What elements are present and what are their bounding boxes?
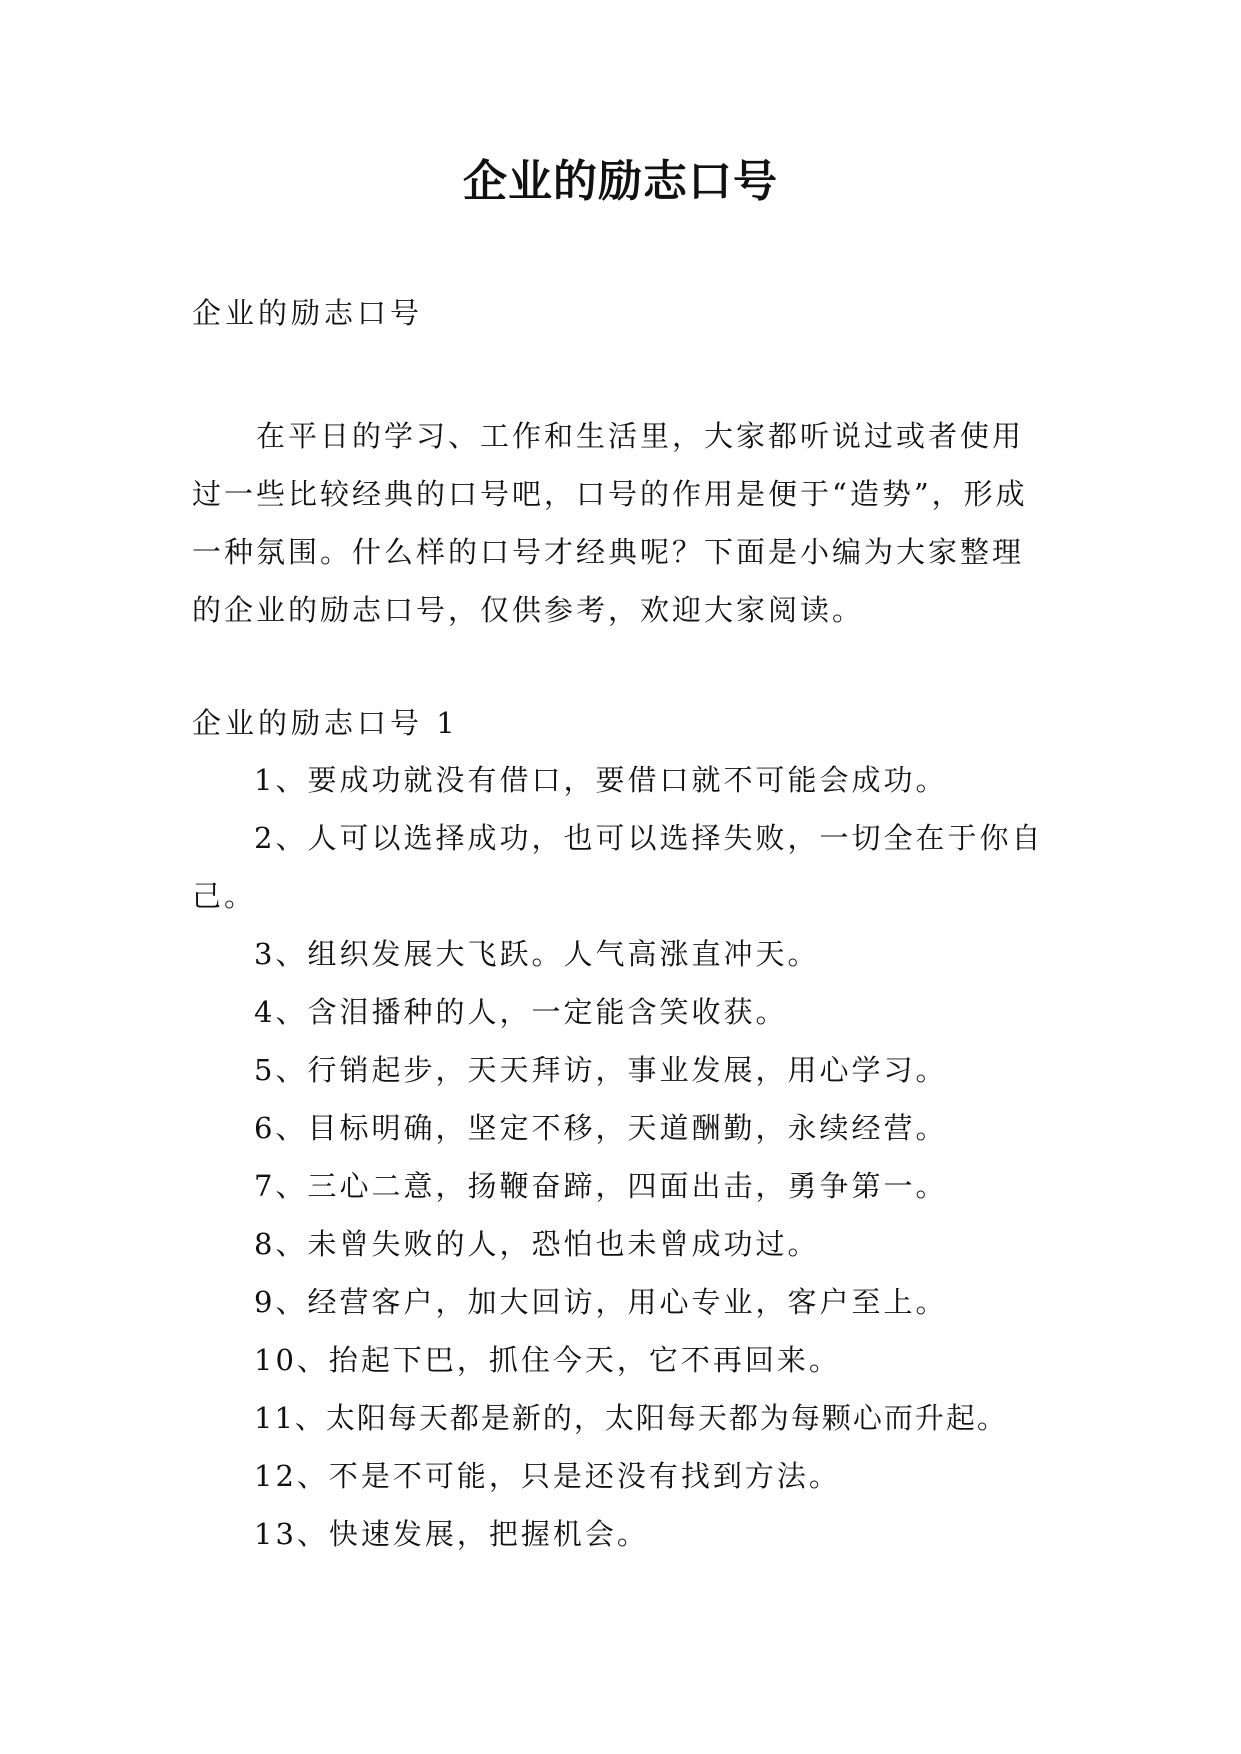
slogan-item-9: 9、经营客户，加大回访，用心专业，客户至上。 [254,1285,948,1319]
page-title: 企业的励志口号 [463,156,778,207]
slogan-item-12: 12、不是不可能，只是还没有找到方法。 [254,1459,841,1493]
slogan-item-8: 8、未曾失败的人，恐怕也未曾成功过。 [254,1227,820,1261]
slogan-item-5: 5、行销起步，天天拜访，事业发展，用心学习。 [254,1053,948,1087]
slogan-item-13: 13、快速发展，把握机会。 [254,1517,649,1551]
document-subtitle: 企业的励志口号 [192,296,424,330]
slogan-item-1: 1、要成功就没有借口，要借口就不可能会成功。 [254,763,948,797]
slogan-item-3: 3、组织发展大飞跃。人气高涨直冲天。 [254,937,820,971]
slogan-item-6: 6、目标明确，坚定不移，天道酬勤，永续经营。 [254,1111,948,1145]
slogan-item-4: 4、含泪播种的人，一定能含笑收获。 [254,995,788,1029]
slogan-item-7: 7、三心二意，扬鞭奋蹄，四面出击，勇争第一。 [254,1169,948,1203]
slogan-list [192,751,1052,1563]
slogan-item-11: 11、太阳每天都是新的，太阳每天都为每颗心而升起。 [254,1401,1008,1435]
slogan-item-10: 10、抬起下巴，抓住今天，它不再回来。 [254,1343,841,1377]
section-heading: 企业的励志口号 1 [192,706,459,740]
slogan-item-2: 2、人可以选择成功，也可以选择失败，一切全在于你自己。 [192,821,1044,913]
intro-paragraph: 在平日的学习、工作和生活里，大家都听说过或者使用过一些比较经典的口号吧，口号的作用是便于“造势”，形成一种氛围。什么样的口号才经典呢？下面是小编为大家整理的企业的励志口号，仅供参考，欢迎大家阅读。 [192,419,1028,627]
